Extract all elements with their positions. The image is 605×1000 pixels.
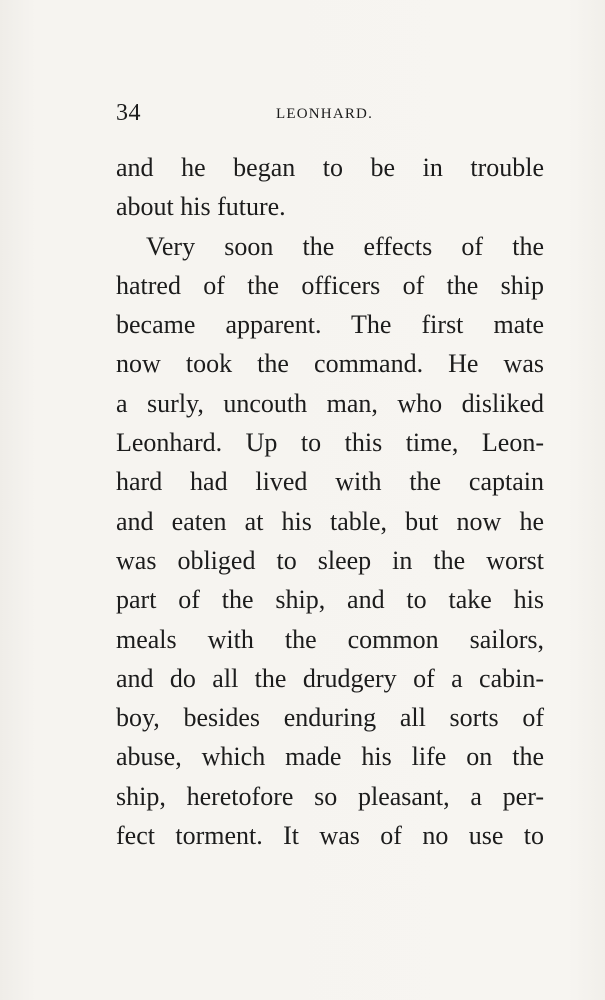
text-line: ship, heretofore so pleasant, a per- (116, 781, 544, 811)
text-line: and do all the drudgery of a cabin- (116, 663, 544, 693)
text-line: now took the command. He was (116, 349, 544, 379)
text-line: was obliged to sleep in the worst (116, 545, 544, 575)
text-line: meals with the common sailors, (116, 624, 544, 654)
running-head: LEONHARD. (276, 106, 374, 122)
text-line: and he began to be in trouble (116, 153, 544, 182)
page-header (116, 100, 546, 132)
body-text (116, 148, 544, 855)
text-line: a surly, uncouth man, who disliked (116, 388, 544, 418)
text-line: fect torment. It was of no use to (116, 821, 544, 851)
text-line: and eaten at his table, but now he (116, 506, 544, 536)
text-line: hard had lived with the captain (116, 467, 544, 497)
text-line: boy, besides enduring all sorts of (116, 703, 544, 733)
text-line: part of the ship, and to take his (116, 585, 544, 615)
text-line: became apparent. The first mate (116, 310, 544, 340)
text-line: abuse, which made his life on the (116, 742, 544, 772)
text-line: Very soon the effects of the (146, 231, 544, 261)
page-number: 34 (116, 100, 141, 126)
text-line: about his future. (116, 192, 286, 222)
text-line: Leonhard. Up to this time, Leon- (116, 428, 544, 458)
text-line: hatred of the officers of the ship (116, 270, 544, 300)
